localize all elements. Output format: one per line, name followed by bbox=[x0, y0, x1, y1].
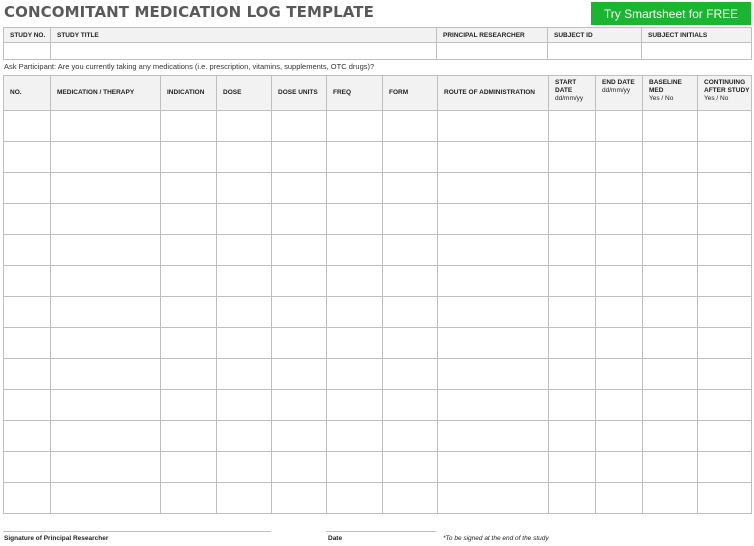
table-row bbox=[4, 483, 752, 514]
dose-units-cell[interactable] bbox=[272, 421, 327, 452]
baseline-cell[interactable] bbox=[643, 328, 698, 359]
indication-cell[interactable] bbox=[161, 111, 217, 142]
participant-question: Ask Participant: Are you currently taking any medications (i.e. prescription, vitamins, supplements, OTC drugs)? bbox=[4, 62, 375, 71]
form-cell[interactable] bbox=[383, 173, 438, 204]
start-date-cell[interactable] bbox=[549, 204, 596, 235]
freq-cell[interactable] bbox=[327, 235, 383, 266]
dose-cell[interactable] bbox=[217, 390, 272, 421]
baseline-cell[interactable] bbox=[643, 204, 698, 235]
form-cell[interactable] bbox=[383, 235, 438, 266]
freq-cell[interactable] bbox=[327, 359, 383, 390]
signature-line bbox=[3, 531, 271, 532]
table-row bbox=[4, 142, 752, 173]
indication-cell[interactable] bbox=[161, 173, 217, 204]
table-row bbox=[4, 328, 752, 359]
dose-cell[interactable] bbox=[217, 452, 272, 483]
date-label: Date bbox=[328, 535, 343, 542]
baseline-cell[interactable] bbox=[643, 173, 698, 204]
form-cell[interactable] bbox=[383, 297, 438, 328]
start-date-header bbox=[549, 76, 596, 111]
end-date-cell[interactable] bbox=[596, 359, 643, 390]
continuing-cell[interactable] bbox=[698, 173, 752, 204]
indication-cell[interactable] bbox=[161, 421, 217, 452]
medication-cell[interactable] bbox=[51, 390, 161, 421]
baseline-cell[interactable] bbox=[643, 297, 698, 328]
end-date-cell[interactable] bbox=[596, 266, 643, 297]
baseline-cell[interactable] bbox=[643, 421, 698, 452]
medication-header: MEDICATION / THERAPY bbox=[51, 76, 161, 111]
start-date-cell[interactable] bbox=[549, 235, 596, 266]
table-row bbox=[4, 111, 752, 142]
no-cell[interactable] bbox=[4, 421, 51, 452]
form-cell[interactable] bbox=[383, 421, 438, 452]
study-title-cell[interactable] bbox=[51, 43, 437, 60]
table-row bbox=[4, 266, 752, 297]
dose-units-cell[interactable] bbox=[272, 266, 327, 297]
principal-researcher-header: PRINCIPAL RESEARCHER bbox=[437, 28, 548, 43]
study-info-table bbox=[3, 27, 752, 60]
study-title-header: STUDY TITLE bbox=[51, 28, 437, 43]
dose-cell[interactable] bbox=[217, 142, 272, 173]
dose-header: DOSE bbox=[217, 76, 272, 111]
end-date-cell[interactable] bbox=[596, 235, 643, 266]
dose-units-cell[interactable] bbox=[272, 173, 327, 204]
date-line bbox=[326, 531, 436, 532]
end-date-label: END DATE bbox=[602, 79, 635, 86]
start-date-cell[interactable] bbox=[549, 483, 596, 514]
signing-note: *To be signed at the end of the study bbox=[443, 535, 549, 542]
dose-cell[interactable] bbox=[217, 483, 272, 514]
route-cell[interactable] bbox=[438, 142, 549, 173]
form-cell[interactable] bbox=[383, 483, 438, 514]
baseline-cell[interactable] bbox=[643, 483, 698, 514]
continuing-cell[interactable] bbox=[698, 390, 752, 421]
dose-cell[interactable] bbox=[217, 297, 272, 328]
dose-units-cell[interactable] bbox=[272, 111, 327, 142]
dose-cell[interactable] bbox=[217, 111, 272, 142]
end-date-cell[interactable] bbox=[596, 204, 643, 235]
medication-cell[interactable] bbox=[51, 483, 161, 514]
route-cell[interactable] bbox=[438, 204, 549, 235]
route-cell[interactable] bbox=[438, 452, 549, 483]
continuing-cell[interactable] bbox=[698, 421, 752, 452]
study-value-row bbox=[4, 43, 752, 60]
no-cell[interactable] bbox=[4, 142, 51, 173]
medication-cell[interactable] bbox=[51, 173, 161, 204]
medication-cell[interactable] bbox=[51, 297, 161, 328]
end-date-cell[interactable] bbox=[596, 483, 643, 514]
signature-label: Signature of Principal Researcher bbox=[4, 535, 109, 542]
freq-cell[interactable] bbox=[327, 328, 383, 359]
principal-researcher-cell[interactable] bbox=[437, 43, 548, 60]
baseline-options: Yes / No bbox=[649, 95, 674, 102]
dose-cell[interactable] bbox=[217, 359, 272, 390]
medication-cell[interactable] bbox=[51, 266, 161, 297]
start-date-cell[interactable] bbox=[549, 297, 596, 328]
end-date-cell[interactable] bbox=[596, 390, 643, 421]
start-date-cell[interactable] bbox=[549, 390, 596, 421]
subject-initials-cell[interactable] bbox=[642, 43, 752, 60]
table-row bbox=[4, 421, 752, 452]
freq-cell[interactable] bbox=[327, 204, 383, 235]
form-cell[interactable] bbox=[383, 390, 438, 421]
dose-units-cell[interactable] bbox=[272, 483, 327, 514]
subject-id-header: SUBJECT ID bbox=[548, 28, 642, 43]
medication-cell[interactable] bbox=[51, 359, 161, 390]
no-cell[interactable] bbox=[4, 111, 51, 142]
route-cell[interactable] bbox=[438, 421, 549, 452]
indication-cell[interactable] bbox=[161, 297, 217, 328]
medication-cell[interactable] bbox=[51, 111, 161, 142]
freq-cell[interactable] bbox=[327, 483, 383, 514]
no-cell[interactable] bbox=[4, 359, 51, 390]
baseline-header bbox=[643, 76, 698, 111]
baseline-cell[interactable] bbox=[643, 266, 698, 297]
end-date-cell[interactable] bbox=[596, 142, 643, 173]
subject-initials-header: SUBJECT INITIALS bbox=[642, 28, 752, 43]
freq-cell[interactable] bbox=[327, 142, 383, 173]
baseline-cell[interactable] bbox=[643, 142, 698, 173]
dose-cell[interactable] bbox=[217, 235, 272, 266]
end-date-cell[interactable] bbox=[596, 297, 643, 328]
medication-header-row bbox=[4, 76, 752, 111]
dose-units-cell[interactable] bbox=[272, 142, 327, 173]
baseline-label: BASELINE MED bbox=[649, 79, 682, 94]
freq-cell[interactable] bbox=[327, 266, 383, 297]
medication-cell[interactable] bbox=[51, 204, 161, 235]
baseline-cell[interactable] bbox=[643, 235, 698, 266]
indication-cell[interactable] bbox=[161, 204, 217, 235]
medication-cell[interactable] bbox=[51, 235, 161, 266]
end-date-cell[interactable] bbox=[596, 173, 643, 204]
freq-cell[interactable] bbox=[327, 421, 383, 452]
continuing-cell[interactable] bbox=[698, 235, 752, 266]
no-header: NO. bbox=[4, 76, 51, 111]
table-row bbox=[4, 390, 752, 421]
freq-cell[interactable] bbox=[327, 297, 383, 328]
dose-units-cell[interactable] bbox=[272, 359, 327, 390]
form-cell[interactable] bbox=[383, 142, 438, 173]
form-cell[interactable] bbox=[383, 266, 438, 297]
study-no-header: STUDY NO. bbox=[4, 28, 51, 43]
no-cell[interactable] bbox=[4, 204, 51, 235]
dose-cell[interactable] bbox=[217, 266, 272, 297]
table-row bbox=[4, 235, 752, 266]
form-cell[interactable] bbox=[383, 111, 438, 142]
baseline-cell[interactable] bbox=[643, 111, 698, 142]
dose-units-header: DOSE UNITS bbox=[272, 76, 327, 111]
start-date-label: START DATE bbox=[555, 79, 577, 94]
route-cell[interactable] bbox=[438, 359, 549, 390]
no-cell[interactable] bbox=[4, 235, 51, 266]
end-date-cell[interactable] bbox=[596, 328, 643, 359]
medication-log-table bbox=[3, 75, 752, 514]
no-cell[interactable] bbox=[4, 266, 51, 297]
dose-units-cell[interactable] bbox=[272, 390, 327, 421]
dose-units-cell[interactable] bbox=[272, 204, 327, 235]
medication-cell[interactable] bbox=[51, 452, 161, 483]
dose-units-cell[interactable] bbox=[272, 328, 327, 359]
start-date-cell[interactable] bbox=[549, 452, 596, 483]
no-cell[interactable] bbox=[4, 390, 51, 421]
table-row bbox=[4, 204, 752, 235]
indication-cell[interactable] bbox=[161, 452, 217, 483]
baseline-cell[interactable] bbox=[643, 359, 698, 390]
form-cell[interactable] bbox=[383, 328, 438, 359]
freq-cell[interactable] bbox=[327, 452, 383, 483]
route-cell[interactable] bbox=[438, 235, 549, 266]
table-row bbox=[4, 297, 752, 328]
indication-header: INDICATION bbox=[161, 76, 217, 111]
dose-cell[interactable] bbox=[217, 328, 272, 359]
continuing-options: Yes / No bbox=[704, 95, 729, 102]
route-cell[interactable] bbox=[438, 483, 549, 514]
indication-cell[interactable] bbox=[161, 328, 217, 359]
route-cell[interactable] bbox=[438, 111, 549, 142]
medication-cell[interactable] bbox=[51, 142, 161, 173]
no-cell[interactable] bbox=[4, 452, 51, 483]
continuing-header bbox=[698, 76, 752, 111]
dose-units-cell[interactable] bbox=[272, 235, 327, 266]
medication-cell[interactable] bbox=[51, 328, 161, 359]
freq-cell[interactable] bbox=[327, 173, 383, 204]
baseline-cell[interactable] bbox=[643, 390, 698, 421]
route-cell[interactable] bbox=[438, 173, 549, 204]
start-date-cell[interactable] bbox=[549, 359, 596, 390]
page-title: CONCOMITANT MEDICATION LOG TEMPLATE bbox=[4, 3, 374, 21]
indication-cell[interactable] bbox=[161, 142, 217, 173]
form-cell[interactable] bbox=[383, 359, 438, 390]
start-date-cell[interactable] bbox=[549, 421, 596, 452]
no-cell[interactable] bbox=[4, 483, 51, 514]
no-cell[interactable] bbox=[4, 328, 51, 359]
dose-cell[interactable] bbox=[217, 173, 272, 204]
freq-header: FREQ bbox=[327, 76, 383, 111]
study-no-cell[interactable] bbox=[4, 43, 51, 60]
indication-cell[interactable] bbox=[161, 483, 217, 514]
dose-cell[interactable] bbox=[217, 204, 272, 235]
continuing-cell[interactable] bbox=[698, 359, 752, 390]
continuing-cell[interactable] bbox=[698, 328, 752, 359]
continuing-cell[interactable] bbox=[698, 204, 752, 235]
end-date-cell[interactable] bbox=[596, 111, 643, 142]
end-date-header bbox=[596, 76, 643, 111]
start-date-cell[interactable] bbox=[549, 111, 596, 142]
no-cell[interactable] bbox=[4, 297, 51, 328]
freq-cell[interactable] bbox=[327, 390, 383, 421]
indication-cell[interactable] bbox=[161, 359, 217, 390]
route-header: ROUTE OF ADMINISTRATION bbox=[438, 76, 549, 111]
continuing-cell[interactable] bbox=[698, 111, 752, 142]
try-smartsheet-button[interactable]: Try Smartsheet for FREE bbox=[591, 2, 751, 25]
continuing-cell[interactable] bbox=[698, 452, 752, 483]
route-cell[interactable] bbox=[438, 390, 549, 421]
table-row bbox=[4, 452, 752, 483]
subject-id-cell[interactable] bbox=[548, 43, 642, 60]
dose-cell[interactable] bbox=[217, 421, 272, 452]
baseline-cell[interactable] bbox=[643, 452, 698, 483]
form-cell[interactable] bbox=[383, 204, 438, 235]
table-row bbox=[4, 173, 752, 204]
freq-cell[interactable] bbox=[327, 111, 383, 142]
no-cell[interactable] bbox=[4, 173, 51, 204]
continuing-cell[interactable] bbox=[698, 266, 752, 297]
table-row bbox=[4, 359, 752, 390]
indication-cell[interactable] bbox=[161, 235, 217, 266]
continuing-cell[interactable] bbox=[698, 297, 752, 328]
start-date-cell[interactable] bbox=[549, 173, 596, 204]
start-date-cell[interactable] bbox=[549, 142, 596, 173]
start-date-cell[interactable] bbox=[549, 328, 596, 359]
start-date-format: dd/mm/yy bbox=[555, 95, 584, 102]
continuing-cell[interactable] bbox=[698, 483, 752, 514]
continuing-label: CONTINUING AFTER STUDY bbox=[704, 79, 750, 94]
continuing-cell[interactable] bbox=[698, 142, 752, 173]
end-date-format: dd/mm/yy bbox=[602, 87, 631, 94]
indication-cell[interactable] bbox=[161, 266, 217, 297]
medication-cell[interactable] bbox=[51, 421, 161, 452]
end-date-cell[interactable] bbox=[596, 421, 643, 452]
route-cell[interactable] bbox=[438, 266, 549, 297]
form-header: FORM bbox=[383, 76, 438, 111]
form-cell[interactable] bbox=[383, 452, 438, 483]
indication-cell[interactable] bbox=[161, 390, 217, 421]
end-date-cell[interactable] bbox=[596, 452, 643, 483]
dose-units-cell[interactable] bbox=[272, 297, 327, 328]
route-cell[interactable] bbox=[438, 297, 549, 328]
start-date-cell[interactable] bbox=[549, 266, 596, 297]
route-cell[interactable] bbox=[438, 328, 549, 359]
dose-units-cell[interactable] bbox=[272, 452, 327, 483]
study-header-row bbox=[4, 28, 752, 43]
